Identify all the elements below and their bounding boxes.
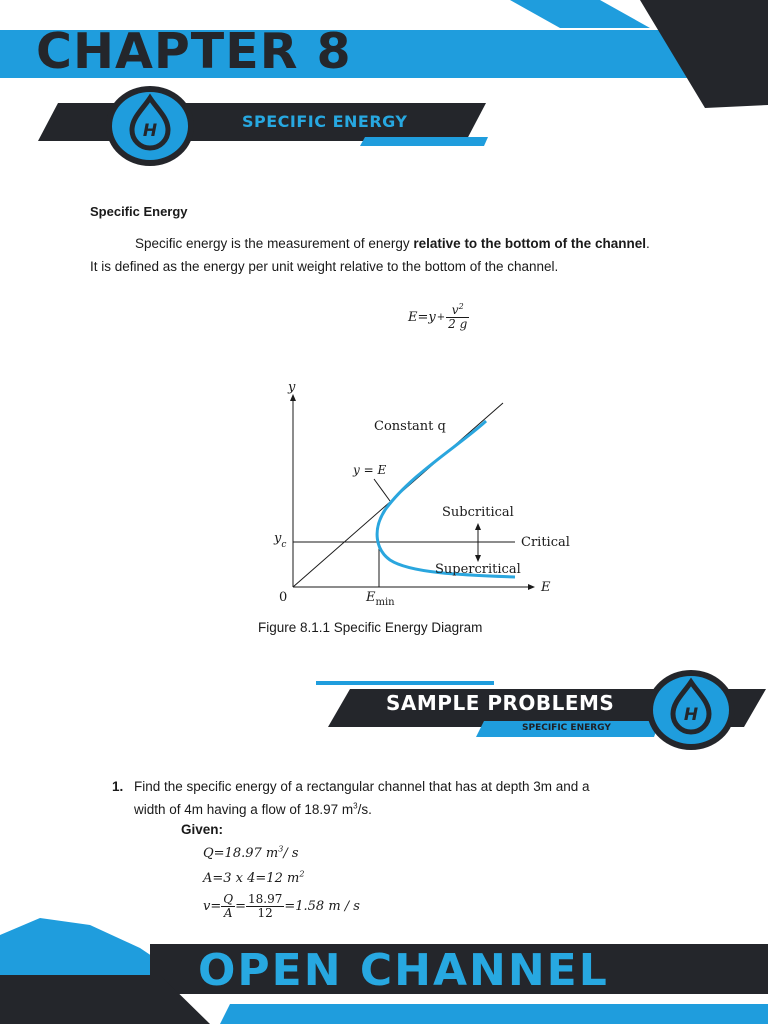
eq-text: Q=18.97 m <box>203 846 279 861</box>
sample-problems-subtitle: SPECIFIC ENERGY <box>522 723 611 733</box>
para-text: . It is defined as the energy per unit weight relative to the bottom of the channel. <box>90 236 650 274</box>
formula-eq: = <box>417 310 429 325</box>
supercritical-label: Supercritical <box>435 562 521 577</box>
logo-icon <box>104 84 196 168</box>
section-heading: Specific Energy <box>90 204 188 219</box>
yc-label: $y_c$ <box>274 531 287 550</box>
problem-text: Find the specific energy of a rectangular channel that has at depth 3m and a <box>134 779 590 794</box>
y-equals-e-label: y = E <box>353 463 387 477</box>
given-q <box>203 846 299 861</box>
eq-text: / s <box>283 846 299 861</box>
y-equals-e-leader <box>374 479 390 501</box>
given-label: Given: <box>181 822 224 837</box>
specific-energy-curve <box>377 421 515 577</box>
y-axis-label: y <box>288 380 296 395</box>
subcritical-label: Subcritical <box>442 505 514 520</box>
problem-1 <box>112 775 672 821</box>
para-text: Specific energy is the measurement of energy <box>135 236 414 251</box>
chapter-title: CHAPTER 8 <box>36 23 352 80</box>
formula-y: y <box>428 310 436 325</box>
para-bold: channel <box>594 236 646 251</box>
logo-icon <box>645 668 737 752</box>
figure-caption: Figure 8.1.1 Specific Energy Diagram <box>258 620 483 635</box>
eq-text: = <box>235 899 246 914</box>
eq-text: v= <box>203 899 222 914</box>
section-banner-accent <box>360 137 488 146</box>
regime-arrow-head <box>475 555 481 562</box>
x-axis-label: E <box>541 580 551 595</box>
formula-plus: + <box>436 312 446 323</box>
formula-exp: 2 <box>458 302 464 311</box>
eq-exp: 2 <box>299 869 305 879</box>
eq-exp: 3 <box>278 844 284 854</box>
para-bold: relative to the bottom of the <box>413 236 592 251</box>
sample-banner-line <box>316 681 494 685</box>
emin-label: $E_{min}$ <box>366 590 395 608</box>
sample-problems-title: SAMPLE PROBLEMS <box>386 691 615 715</box>
formula-den: 2 g <box>448 317 468 331</box>
eq-text: A=3 x 4=12 m <box>203 871 300 886</box>
origin-label: 0 <box>279 590 288 605</box>
given-v <box>203 893 360 920</box>
problem-text: width of 4m having a flow of 18.97 m <box>134 802 354 817</box>
section-title: SPECIFIC ENERGY <box>242 112 408 131</box>
svg-text:H: H <box>142 121 158 141</box>
footer-title: OPEN CHANNEL <box>198 945 609 996</box>
constant-q-label: Constant q <box>374 419 446 434</box>
specific-energy-diagram <box>260 375 570 615</box>
problem-exp: 3 <box>353 801 358 811</box>
formula-fraction <box>446 304 469 331</box>
problem-number: 1. <box>112 779 124 794</box>
definition-paragraph <box>90 232 650 278</box>
specific-energy-formula <box>408 304 469 331</box>
header-corner-blue <box>510 0 650 28</box>
problem-text: /s. <box>357 802 372 817</box>
formula-lhs: E <box>408 310 418 325</box>
formula-num: v <box>451 303 459 317</box>
eq-fraction: $\frac{Q}{A}$ <box>223 892 234 920</box>
regime-arrow-head <box>475 523 481 530</box>
given-a <box>203 871 304 886</box>
critical-label: Critical <box>521 535 570 550</box>
footer-bottom-blue <box>220 1004 768 1024</box>
svg-text:H: H <box>683 705 699 725</box>
eq-fraction: $\frac{18.97}{12}$ <box>248 892 283 920</box>
eq-text: =1.58 m / s <box>284 899 360 914</box>
